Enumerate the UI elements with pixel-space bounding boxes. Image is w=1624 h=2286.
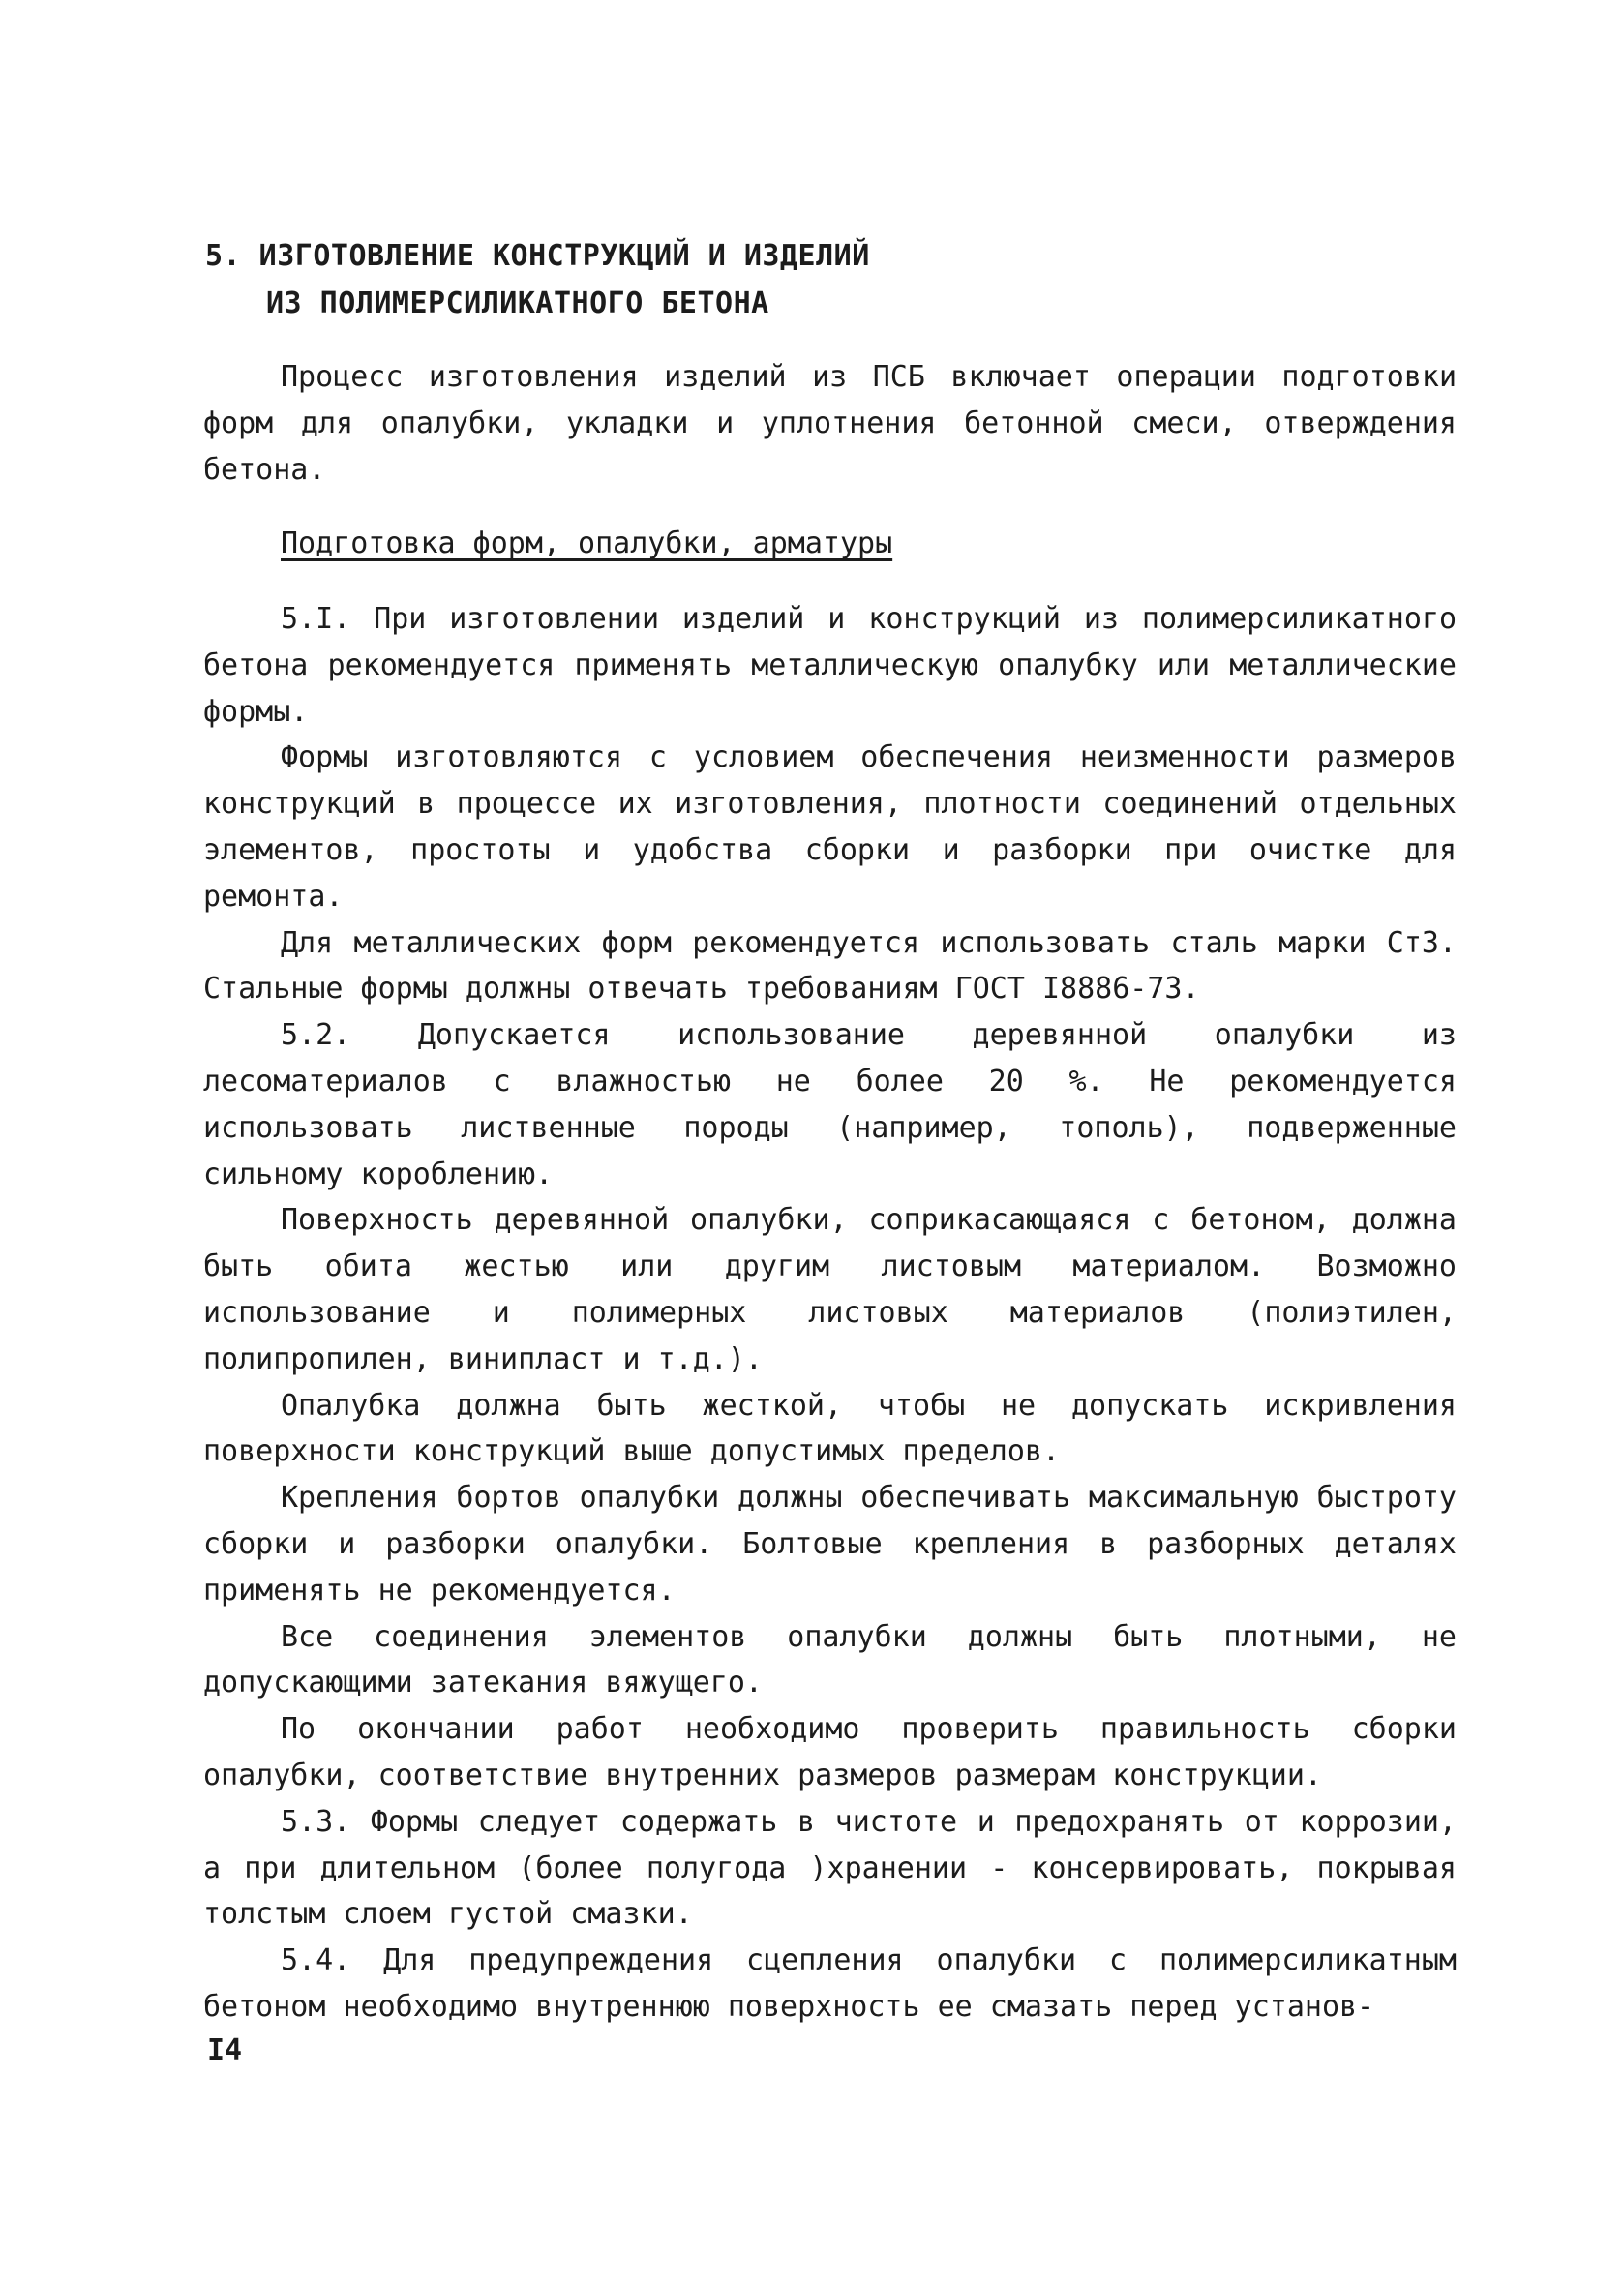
paragraph-rigidity: Опалубка должна быть жесткой, чтобы не допускать искривления поверхности конструкций выше допустимых пределов. <box>203 1388 1457 1469</box>
paragraph-fastening: Крепления бортов опалубки должны обеспечивать максимальную быстроту сборки и разборки опалубки. Болтовые крепления в разборных деталях применять не рекомендуется. <box>203 1481 1457 1608</box>
section-heading-line-2: ИЗ ПОЛИМЕРСИЛИКАТНОГО БЕТОНА <box>266 286 769 320</box>
subsection-heading: Подготовка форм, опалубки, арматуры <box>281 526 893 560</box>
paragraph-forms: Формы изготовляются с условием обеспечения неизменности размеров конструкций в процессе их изготовления, плотности соединений отдельных элементов, простоты и удобства сборки и разборки при очистке для ремонта. <box>203 740 1457 914</box>
body-text <box>203 596 1457 2030</box>
paragraph-joints: Все соединения элементов опалубки должны быть плотными, не допускающими затекания вяжущего. <box>203 1619 1457 1700</box>
paragraph-5-4: 5.4. Для предупреждения сцепления опалубки с полимерсиликатным бетоном необходимо внутреннюю поверхность ее смазать перед установ- <box>203 1943 1457 2024</box>
paragraph-check: По окончании работ необходимо проверить правильность сборки опалубки, соответствие внутренних размеров размерам конструкции. <box>203 1712 1457 1792</box>
section-heading <box>205 232 870 327</box>
section-heading-line-1: 5. ИЗГОТОВЛЕНИЕ КОНСТРУКЦИЙ И ИЗДЕЛИЙ <box>205 239 870 273</box>
paragraph-surface: Поверхность деревянной опалубки, соприкасающаяся с бетоном, должна быть обита жестью или другим листовым материалом. Возможно использование и полимерных листовых материалов (полиэтилен, полипропилен, винипласт и т.д.). <box>203 1203 1457 1376</box>
paragraph-steel: Для металлических форм рекомендуется использовать сталь марки Ст3. Стальные формы должны отвечать требованиям ГОСТ I8886-73. <box>203 925 1457 1007</box>
intro-paragraph: Процесс изготовления изделий из ПСБ включает операции подготовки форм для опалубки, укладки и уплотнения бетонной смеси, отверждения бетона. <box>203 360 1457 487</box>
paragraph-5-3: 5.3. Формы следует содержать в чистоте и предохранять от коррозии, а при длительном (более полугода )хранении - консервировать, покрывая толстым слоем густой смазки. <box>203 1804 1457 1932</box>
page-number: I4 <box>207 2033 243 2067</box>
intro-block <box>203 354 1457 494</box>
paragraph-5-1: 5.I. При изготовлении изделий и конструкций из полимерсиликатного бетона рекомендуется применять металлическую опалубку или металлические формы. <box>203 602 1457 729</box>
paragraph-5-2: 5.2. Допускается использование деревянной опалубки из лесоматериалов с влажностью не более 20 %. Не рекомендуется использовать лиственные породы (например, тополь), подверженные сильному короблению. <box>203 1018 1457 1191</box>
